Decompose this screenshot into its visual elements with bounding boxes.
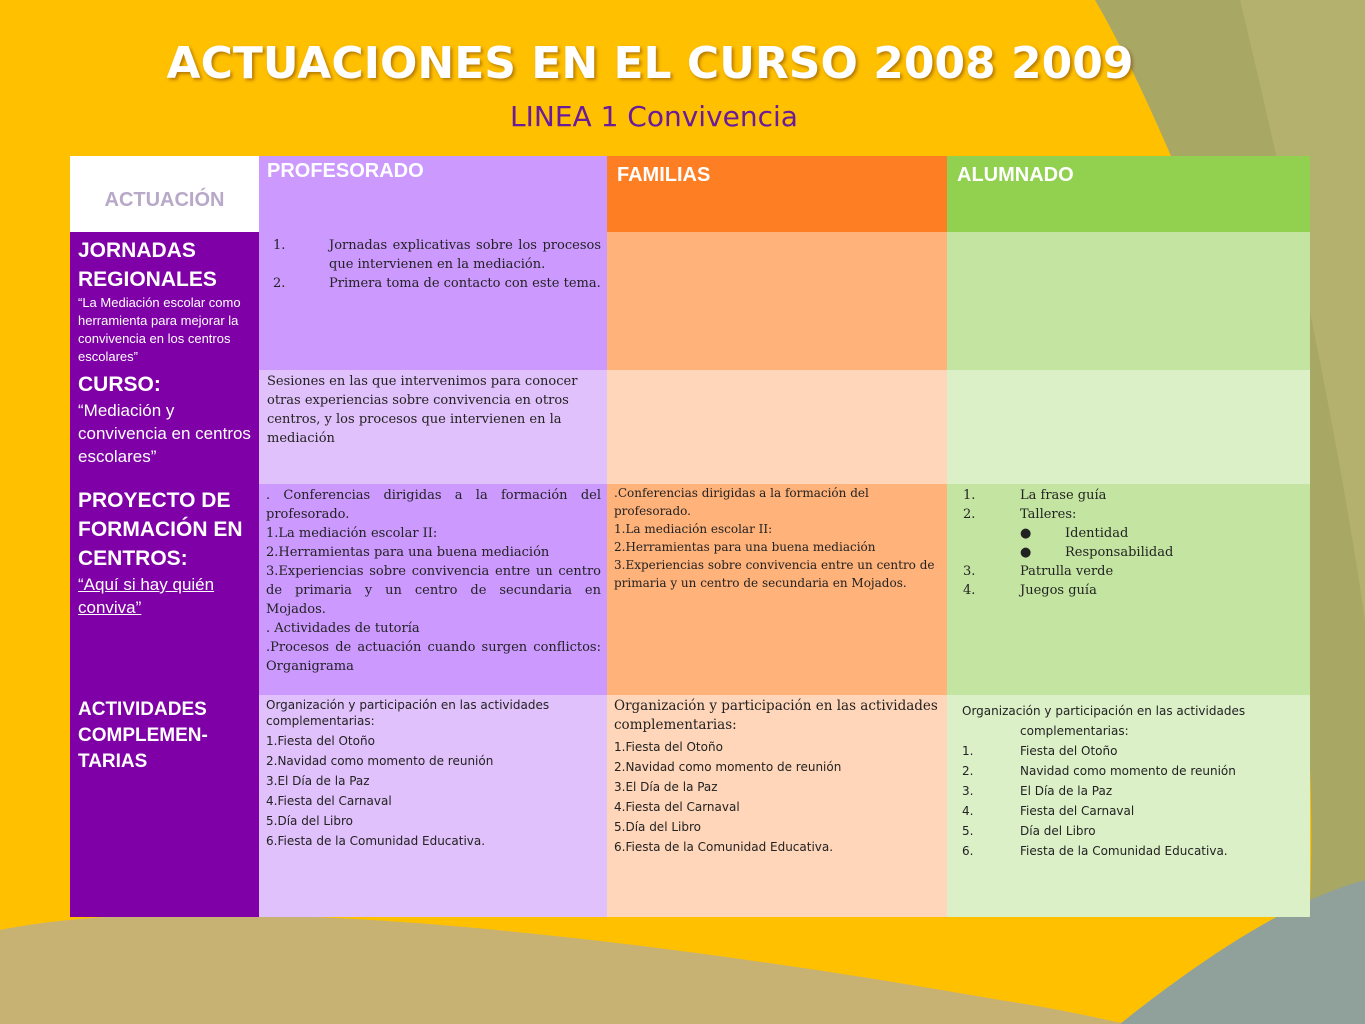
list-text: Día del Libro	[1020, 824, 1096, 838]
list-item	[962, 841, 1304, 861]
table-row	[70, 370, 1310, 484]
list-number: 2.	[962, 764, 974, 778]
bullet-text: Responsabilidad	[1065, 545, 1174, 560]
table-row	[70, 232, 1310, 370]
row-heading-curso	[70, 370, 259, 484]
cell-alumnado	[947, 370, 1310, 484]
list-item	[963, 562, 1304, 581]
list-number: 4.	[962, 804, 974, 818]
list-item	[962, 801, 1304, 821]
list-item: 2.Navidad como momento de reunión	[266, 754, 494, 768]
cell-profesorado	[259, 484, 607, 695]
cell-familias	[607, 695, 947, 917]
list-item	[963, 581, 1304, 600]
list-item: 4.Fiesta del Carnaval	[266, 794, 392, 808]
list-item: 1.La mediación escolar II:	[614, 522, 773, 536]
list-text: La frase guía	[1020, 488, 1107, 503]
bullet-text: Identidad	[1065, 526, 1129, 541]
list-number: 3.	[963, 564, 976, 579]
list-item	[962, 821, 1304, 841]
list-text: Patrulla verde	[1020, 564, 1114, 579]
row-subtitle: “La Mediación escolar como herramienta para mejorar la convivencia en los centros escolares”	[78, 295, 241, 364]
list-item: 5.Día del Libro	[614, 820, 701, 834]
header-alumnado-label: ALUMNADO	[957, 164, 1074, 186]
list-number: 4.	[963, 583, 976, 598]
list-item	[962, 741, 1304, 761]
table-header-row	[70, 156, 1310, 232]
list-item: 2.Herramientas para una buena mediación	[614, 540, 876, 554]
bullet-icon: ●	[1020, 545, 1032, 560]
list-text: Juegos guía	[1020, 583, 1097, 598]
list-text: El Día de la Paz	[1020, 784, 1113, 798]
list-number: 2.	[963, 507, 976, 522]
list-number: 5.	[962, 824, 974, 838]
page-subtitle: LINEA 1 Convivencia	[510, 100, 798, 133]
row-title: REGIONALES	[78, 268, 217, 291]
header-actuacion	[70, 156, 259, 232]
list-item: . Actividades de tutoría	[266, 621, 420, 636]
cell-profesorado	[259, 370, 607, 484]
actions-table	[70, 156, 1310, 917]
cell-intro: Organización y participación en las actividades complementarias:	[266, 698, 550, 728]
row-title: CURSO:	[78, 373, 161, 396]
header-familias-label: FAMILIAS	[617, 164, 711, 186]
table-row	[70, 695, 1310, 917]
header-familias	[607, 156, 947, 232]
bullet-item	[963, 543, 1304, 562]
list-item: 6.Fiesta de la Comunidad Educativa.	[614, 840, 834, 854]
page-title: ACTUACIONES EN EL CURSO 2008 2009	[166, 38, 1134, 89]
cell-intro: Organización y participación en las actividades complementarias:	[614, 698, 938, 733]
list-item: .Conferencias dirigidas a la formación del profesorado.	[614, 486, 869, 518]
list-number: 1.	[963, 488, 976, 503]
bullet-item	[963, 524, 1304, 543]
row-title: JORNADAS	[78, 239, 196, 262]
list-text: Primera toma de contacto con este tema.	[329, 276, 601, 291]
row-heading-jornadas	[70, 232, 259, 370]
list-number: 2.	[273, 276, 286, 291]
list-item: 3.Experiencias sobre convivencia entre un centro de primaria y un centro de secundaria en Mojados.	[266, 564, 601, 617]
list-item: 4.Fiesta del Carnaval	[614, 800, 740, 814]
row-heading-actividades	[70, 695, 259, 917]
header-actuacion-label: ACTUACIÓN	[104, 189, 225, 211]
row-title: ACTIVIDADES COMPLEMEN-TARIAS	[78, 699, 208, 772]
list-item	[273, 274, 601, 293]
list-text: Navidad como momento de reunión	[1020, 764, 1236, 778]
list-item: 2.Navidad como momento de reunión	[614, 760, 842, 774]
list-text: Fiesta de la Comunidad Educativa.	[1020, 844, 1228, 858]
header-profesorado-label: PROFESORADO	[267, 160, 424, 182]
list-item: 1.Fiesta del Otoño	[266, 734, 375, 748]
list-item	[962, 781, 1304, 801]
list-item	[273, 236, 601, 274]
header-profesorado	[259, 156, 607, 232]
list-item: 3.Experiencias sobre convivencia entre un centro de primaria y un centro de secundaria en Mojados.	[614, 558, 935, 590]
list-text: Fiesta del Carnaval	[1020, 804, 1135, 818]
list-item: 1.Fiesta del Otoño	[614, 740, 723, 754]
row-heading-proyecto	[70, 484, 259, 695]
list-text: Fiesta del Otoño	[1020, 744, 1118, 758]
list-item: .Procesos de actuación cuando surgen conflictos: Organigrama	[266, 640, 601, 674]
cell-profesorado	[259, 695, 607, 917]
list-text: Talleres:	[1020, 507, 1077, 522]
list-text: Jornadas explicativas sobre los procesos que intervienen en la mediación.	[329, 238, 601, 272]
row-subtitle: “Mediación y convivencia en centros escolares”	[78, 401, 251, 466]
list-number: 1.	[273, 238, 286, 253]
cell-intro: complementarias:	[1020, 724, 1129, 738]
cell-alumnado	[947, 695, 1310, 917]
list-item	[963, 505, 1304, 524]
row-title: PROYECTO DE FORMACIÓN EN CENTROS:	[78, 489, 243, 570]
cell-familias	[607, 484, 947, 695]
list-number: 6.	[962, 844, 974, 858]
row-subtitle: “Aquí si hay quién conviva”	[78, 575, 215, 617]
list-item	[963, 486, 1304, 505]
list-number: 1.	[962, 744, 974, 758]
list-item: 1.La mediación escolar II:	[266, 526, 438, 541]
cell-alumnado	[947, 232, 1310, 370]
cell-profesorado	[259, 232, 607, 370]
list-item: 2.Herramientas para una buena mediación	[266, 545, 550, 560]
list-number: 3.	[962, 784, 974, 798]
bullet-icon: ●	[1020, 526, 1032, 541]
cell-familias	[607, 232, 947, 370]
table-row	[70, 484, 1310, 695]
cell-intro: Organización y participación en las actividades	[962, 704, 1246, 718]
list-item: 3.El Día de la Paz	[614, 780, 718, 794]
cell-alumnado	[947, 484, 1310, 695]
list-item: 3.El Día de la Paz	[266, 774, 370, 788]
header-alumnado	[947, 156, 1310, 232]
cell-text: Sesiones en las que intervenimos para conocer otras experiencias sobre convivencia en otros centros, y los procesos que intervienen en la mediación	[267, 374, 578, 446]
list-item	[962, 761, 1304, 781]
list-item: . Conferencias dirigidas a la formación del profesorado.	[266, 488, 601, 522]
list-item: 5.Día del Libro	[266, 814, 353, 828]
cell-familias	[607, 370, 947, 484]
list-item: 6.Fiesta de la Comunidad Educativa.	[266, 834, 486, 848]
